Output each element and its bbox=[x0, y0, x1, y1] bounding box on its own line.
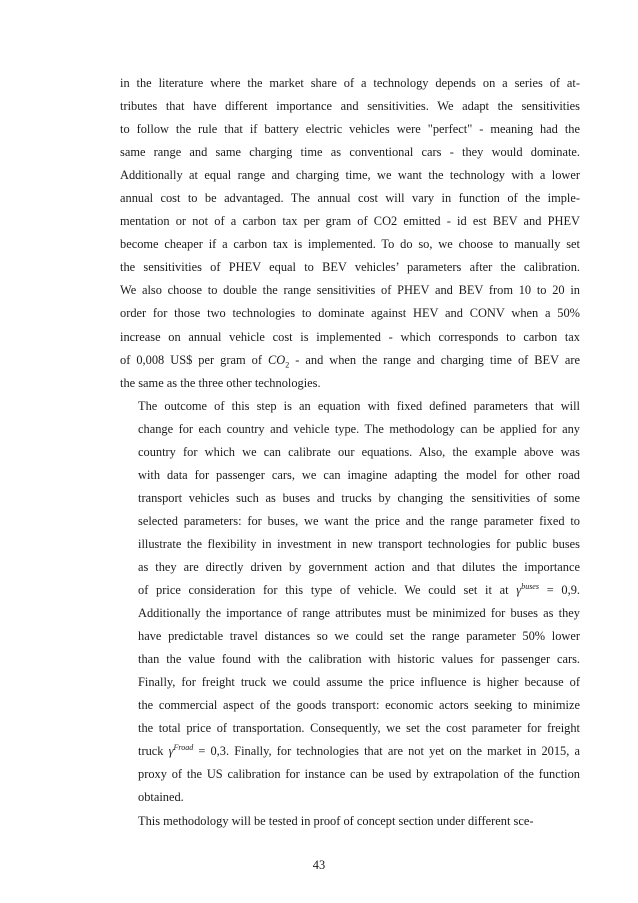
text-line: with data for passenger cars, we can imagine adapting the model for other road bbox=[138, 467, 580, 482]
text-line: as they are directly driven by government action and that dilutes the importance bbox=[138, 559, 580, 574]
text-fragment: = 0,9. bbox=[538, 583, 581, 598]
paragraph bbox=[120, 72, 580, 395]
text-fragment: - and when the range and charging time of BEV are bbox=[289, 352, 580, 367]
text-line: in the literature where the market share of a technology depends on a series of at- bbox=[120, 76, 580, 90]
text-line: Finally, for freight truck we could assume the price influence is higher because of bbox=[138, 675, 580, 690]
math-symbol: γ bbox=[516, 583, 522, 598]
text-fragment: truck bbox=[138, 744, 169, 759]
text-line: tributes that have different importance and sensitivities. We adapt the sensitivities bbox=[120, 99, 580, 114]
text-line: obtained. bbox=[138, 790, 184, 805]
math-superscript: Froad bbox=[173, 743, 194, 753]
text-line: mentation or not of a carbon tax per gram of CO2 emitted - id est BEV and PHEV bbox=[120, 214, 580, 229]
text-line bbox=[120, 740, 580, 763]
paragraph bbox=[120, 810, 580, 833]
paragraph bbox=[120, 395, 580, 810]
page-number: 43 bbox=[312, 858, 326, 872]
text-line: same range and same charging time as conventional cars - they would dominate. bbox=[120, 145, 580, 160]
text-line: the sensitivities of PHEV equal to BEV vehicles’ parameters after the calibration. bbox=[120, 260, 580, 275]
text-line bbox=[120, 579, 580, 602]
text-line bbox=[120, 349, 580, 372]
math-symbol: CO bbox=[267, 352, 286, 367]
text-line: annual cost to be advantaged. The annual cost will vary in function of the imple- bbox=[120, 191, 580, 206]
text-line: selected parameters: for buses, we want the price and the range parameter fixed to bbox=[138, 513, 580, 528]
text-line: This methodology will be tested in proof of concept section under different sce- bbox=[138, 813, 534, 828]
text-line: increase on annual vehicle cost is implemented - which corresponds to carbon tax bbox=[120, 329, 580, 344]
text-line: the same as the three other technologies. bbox=[120, 375, 321, 390]
text-line: Additionally the importance of range attributes must be minimized for buses as they bbox=[138, 606, 580, 621]
text-line: change for each country and vehicle type. The methodology can be applied for any bbox=[138, 421, 580, 436]
text-line: country for which we can calibrate our equations. Also, the example above was bbox=[138, 444, 580, 459]
text-fragment: of 0,008 US$ per gram of bbox=[120, 352, 268, 367]
text-line: than the value found with the calibration with historic values for passenger cars. bbox=[138, 652, 580, 667]
text-fragment: = 0,3. Finally, for technologies that are not yet on the market in 2015, a bbox=[193, 744, 580, 759]
text-line: transport vehicles such as buses and trucks by changing the sensitivities of some bbox=[138, 490, 580, 505]
math-superscript: buses bbox=[521, 581, 539, 591]
body-text bbox=[120, 72, 580, 833]
text-line: the commercial aspect of the goods transport: economic actors seeking to minimize bbox=[138, 698, 580, 713]
math-subscript: 2 bbox=[285, 360, 290, 370]
text-line: to follow the rule that if battery electric vehicles were "perfect" - meaning had the bbox=[120, 122, 580, 137]
text-fragment: of price consideration for this type of vehicle. We could set it at bbox=[138, 583, 517, 598]
text-line: become cheaper if a carbon tax is implemented. To do so, we choose to manually set bbox=[120, 237, 580, 252]
text-line: order for those two technologies to dominate against HEV and CONV when a 50% bbox=[120, 306, 580, 321]
text-line: the total price of transportation. Consequently, we set the cost parameter for freight bbox=[138, 721, 580, 736]
text-line: Additionally at equal range and charging time, we want the technology with a lower bbox=[120, 168, 580, 183]
text-line: We also choose to double the range sensitivities of PHEV and BEV from 10 to 20 in bbox=[120, 283, 580, 298]
math-symbol: γ bbox=[168, 744, 174, 759]
text-line: The outcome of this step is an equation with fixed defined parameters that will bbox=[138, 398, 580, 413]
text-line: proxy of the US calibration for instance can be used by extrapolation of the function bbox=[138, 767, 580, 782]
text-line: have predictable travel distances so we could set the range parameter 50% lower bbox=[138, 629, 580, 644]
text-line: illustrate the flexibility in investment in new transport technologies for public buses bbox=[138, 536, 580, 551]
